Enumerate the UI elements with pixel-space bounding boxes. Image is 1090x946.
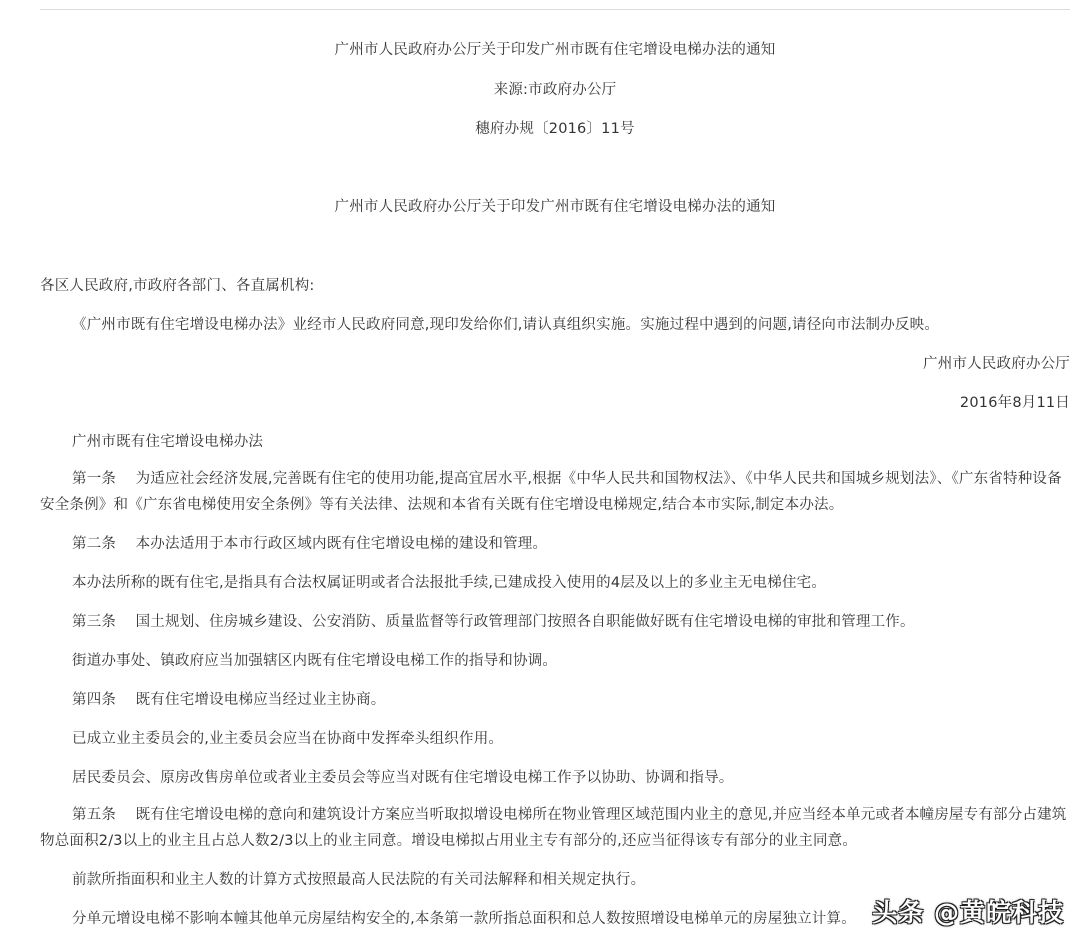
article-4: 第四条 既有住宅增设电梯应当经过业主协商。	[72, 692, 386, 708]
article-3: 第三条 国土规划、住房城乡建设、公安消防、质量监督等行政管理部门按照各自职能做好既有住宅增设电梯的审批和管理工作。	[72, 614, 915, 630]
article-2: 第二条 本办法适用于本市行政区域内既有住宅增设电梯的建设和管理。	[72, 536, 548, 552]
notice-title: 广州市人民政府办公厅关于印发广州市既有住宅增设电梯办法的通知	[334, 199, 776, 215]
salutation: 各区人民政府,市政府各部门、各直属机构:	[40, 278, 315, 294]
watermark-label: 头条 @黄皖科技	[872, 898, 1064, 927]
notice-body: 《广州市既有住宅增设电梯办法》业经市人民政府同意,现印发给你们,请认真组织实施。实施过程中遇到的问题,请径向市法制办反映。	[72, 317, 940, 333]
article-5-paragraph-3: 分单元增设电梯不影响本幢其他单元房屋结构安全的,本条第一款所指总面积和总人数按照增设电梯单元的房屋独立计算。	[72, 911, 856, 927]
article-5-paragraph-2: 前款所指面积和业主人数的计算方式按照最高人民法院的有关司法解释和相关规定执行。	[72, 872, 646, 888]
issue-date: 2016年8月11日	[959, 395, 1070, 411]
article-5: 第五条 既有住宅增设电梯的意向和建筑设计方案应当听取拟增设电梯所在物业管理区域范围内业主的意见,并应当经本单元或者本幢房屋专有部分占建筑物总面积2/3以上的业主且占总人数2/3以上的业主同意。增设电梯拟占用业主专有部分的,还应当征得该专有部分的业主同意。	[40, 807, 1067, 849]
article-1: 第一条 为适应社会经济发展,完善既有住宅的使用功能,提高宜居水平,根据《中华人民共和国物权法》、《中华人民共和国城乡规划法》、《广东省特种设备安全条例》和《广东省电梯使用安全条例》等有关法律、法规和本省有关既有住宅增设电梯规定,结合本市实际,制定本办法。	[40, 471, 1062, 513]
source-line: 来源:市政府办公厅	[493, 82, 617, 98]
page-title: 广州市人民政府办公厅关于印发广州市既有住宅增设电梯办法的通知	[334, 42, 776, 58]
article-4-paragraph-3: 居民委员会、原房改售房单位或者业主委员会等应当对既有住宅增设电梯工作予以协助、协调和指导。	[72, 770, 734, 786]
article-body	[40, 0, 1070, 946]
document-number: 穗府办规〔2016〕11号	[475, 121, 635, 137]
article-2-paragraph-2: 本办法所称的既有住宅,是指具有合法权属证明或者合法报批手续,已建成投入使用的4层及以上的多业主无电梯住宅。	[72, 575, 827, 591]
signer: 广州市人民政府办公厅	[923, 356, 1070, 372]
measures-title: 广州市既有住宅增设电梯办法	[72, 434, 264, 450]
article-3-paragraph-2: 街道办事处、镇政府应当加强辖区内既有住宅增设电梯工作的指导和协调。	[72, 653, 558, 669]
article-4-paragraph-2: 已成立业主委员会的,业主委员会应当在协商中发挥牵头组织作用。	[72, 731, 504, 747]
